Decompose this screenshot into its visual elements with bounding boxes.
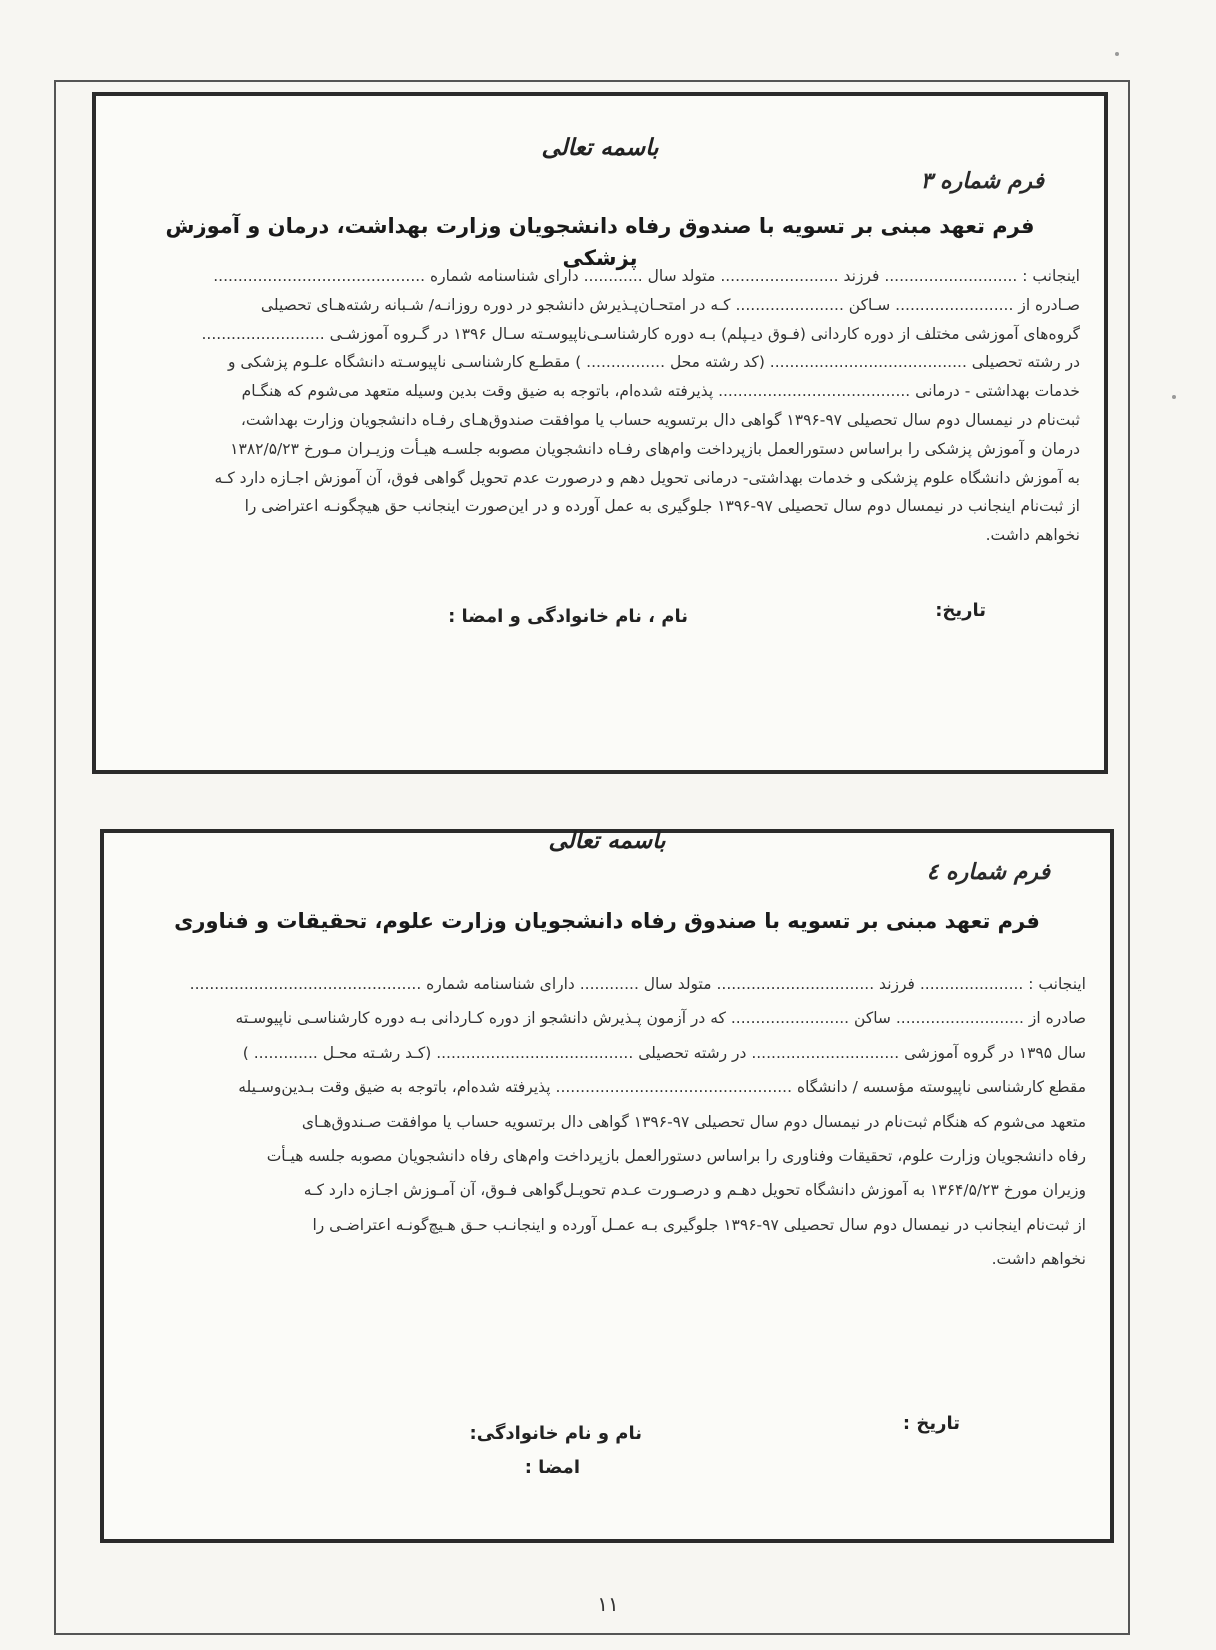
form-heading: باسمه تعالی <box>541 134 659 161</box>
body-line: به آموزش دانشگاه علوم پزشکی و خدمات بهداشتی- درمانی تحویل دهم و درصورت عدم تحویل گواهی فوق، آن آموزش اجـازه دارد کـه <box>214 468 1080 487</box>
body-line: خدمات بهداشتی - درمانی ....................................... پذیرفته شده‌ام، باتوجه به ضیق وقت بدین وسیله متعهد می‌شوم که هنگـام <box>241 382 1080 401</box>
body-line: در رشته تحصیلی ........................................ (کد رشته محل ................ ) مقطـع کارشناسـی ناپیوسـته دانشگاه علـوم پزشکی و <box>228 353 1080 372</box>
body-line: نخواهم داشت. <box>991 1250 1086 1269</box>
page-number: ۱۱ <box>597 1592 619 1616</box>
body-line: متعهد می‌شوم که هنگام ثبت‌نام در نیمسال دوم سال تحصیلی ۹۷-۱۳۹۶ گواهی دال برتسویه حساب یا موافقت صـندوق‌هـای <box>301 1112 1086 1131</box>
body-line: گروه‌های آموزشی مختلف از دوره کاردانی (فـوق دیـپلم) بـه دوره کارشناسـی‌ناپیوسـته سـال ۱۳۹۶ در گـروه آموزشـی ......................... <box>201 324 1080 343</box>
signature-label: امضا : <box>524 1457 580 1478</box>
form-number: فرم شماره ۳ <box>920 168 1044 194</box>
form-title: فرم تعهد مبنی بر تسویه با صندوق رفاه دانشجویان وزارت علوم، تحقیقات و فناوری <box>174 909 1040 933</box>
date-label: تاریخ : <box>902 1413 960 1434</box>
body-line: صـادره از ........................ سـاکن ...................... کـه در امتحـان‌پـذیرش دانشجو در دوره روزانـه/ شـبانه رشته‌هـای تحصیلی <box>260 295 1080 314</box>
body-line: نخواهم داشت. <box>985 526 1080 545</box>
body-line: از ثبت‌نام اینجانب در نیمسال دوم سال تحصیلی ۹۷-۱۳۹۶ جلوگیری به عمل آورده و در این‌صورت اینجانب حق هیچگونـه اعتراضی را <box>244 497 1080 516</box>
form-4-box <box>100 829 1114 1543</box>
body-line: سال ۱۳۹۵ در گروه آموزشی .............................. در رشته تحصیلی ........................................ (کـد رشـته محـل ............. ) <box>242 1043 1086 1062</box>
body-line: اینجانب : ........................... فرزند ........................ متولد سال ............ دارای شناسنامه شماره ........................................... <box>213 267 1080 285</box>
body-line: رفاه دانشجویان وزارت علوم، تحقیقات وفناوری را براساس دستورالعمل بازپرداخت وام‌های رفاه دانشجویان مصوبه جلسه هیـأت <box>266 1147 1086 1166</box>
form-body <box>124 967 1086 1277</box>
form-body <box>116 262 1080 550</box>
body-line: ثبت‌نام در نیمسال دوم سال تحصیلی ۹۷-۱۳۹۶ گواهی دال برتسویه حساب یا موافقت صندوق‌هـای رفـاه دانشجویان وزارت بهداشت، <box>240 410 1080 429</box>
date-label: تاریخ: <box>935 600 986 621</box>
scan-speck <box>1172 395 1176 399</box>
body-line: صادره از .......................... ساکن ........................ که در آزمون پـذیرش دانشجو از دوره کـاردانی بـه دوره کارشناسـی ناپیوسـته <box>235 1009 1086 1028</box>
name-label: نام و نام خانوادگی: <box>469 1423 642 1444</box>
body-line: وزیران مورخ ۱۳۶۴/۵/۲۳ به آموزش دانشگاه تحویل دهـم و درصـورت عـدم تحویـل‌گواهی فـوق، آن آمـوزش اجـازه دارد کـه <box>303 1181 1086 1200</box>
form-heading: باسمه تعالی <box>548 827 666 854</box>
signature-label: نام ، نام خانوادگی و امضا : <box>448 606 688 627</box>
form-title: فرم تعهد مبنی بر تسویه با صندوق رفاه دانشجویان وزارت بهداشت، درمان و آموزش پزشکی <box>165 214 1035 270</box>
scan-speck <box>1115 52 1119 56</box>
body-line: از ثبت‌نام اینجانب در نیمسال دوم سال تحصیلی ۹۷-۱۳۹۶ جلوگیری بـه عمـل آورده و اینجانـب حـق هـیچ‌گونـه اعتراضـی را <box>312 1215 1086 1234</box>
body-line: مقطع کارشناسی ناپیوسته مؤسسه / دانشگاه ................................................ پذیرفته شده‌ام، باتوجه به ضیق وقت بـدین‌وسـیله <box>238 1078 1086 1097</box>
body-line: درمان و آموزش پزشکی را براساس دستورالعمل بازپرداخت وام‌های رفـاه دانشجویان مصوبه جلسـه هیـأت وزیـران مـورخ ۱۳۸۲/۵/۲۳ <box>230 439 1080 458</box>
form-3-box <box>92 92 1108 774</box>
form-number: فرم شماره ٤ <box>926 859 1050 885</box>
body-line: اینجانب : ..................... فرزند ................................ متولد سال ............ دارای شناسنامه شماره ............................................... <box>189 975 1086 993</box>
